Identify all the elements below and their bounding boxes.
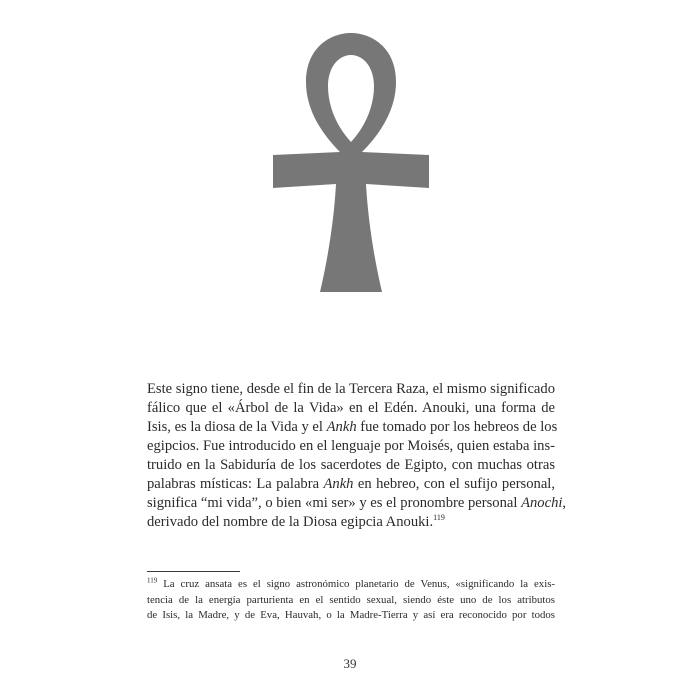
body-line: significa “mi vida”, o bien «mi ser» y es el pronombre personal Anochi, — [147, 495, 567, 511]
body-line: palabras místicas: La palabra Ankh en hebreo, con el sufijo personal, — [147, 476, 556, 492]
ankh-icon — [270, 30, 432, 298]
body-line: egipcios. Fue introducido en el lenguaje por Moisés, quien estaba ins- — [147, 438, 555, 454]
anochi-term: Anochi — [521, 495, 563, 511]
footnote-reference: 119 — [433, 513, 445, 523]
footnote-number: 119 — [147, 576, 158, 585]
body-line: fálico que el «Árbol de la Vida» en el Edén. Anouki, una forma de — [147, 400, 555, 416]
body-paragraph — [147, 380, 567, 532]
body-line: Isis, es la diosa de la Vida y el Ankh fue tomado por los hebreos de los — [147, 419, 558, 435]
footnote-divider — [147, 571, 240, 572]
footnote — [147, 577, 555, 624]
footnote-line: tencia de la energía parturienta en el sentido sexual, siendo éste uno de los atributos — [147, 593, 555, 606]
ankh-figure — [270, 30, 432, 298]
body-line: derivado del nombre de la Diosa egipcia Anouki.$^{119}$ — [147, 513, 445, 530]
ankh-term: Ankh — [323, 476, 354, 492]
footnote-line: $^{119}$ La cruz ansata es el signo astronómico planetario de Venus, «significando la exis- — [147, 576, 555, 590]
body-line: Este signo tiene, desde el fin de la Tercera Raza, el mismo significado — [147, 381, 556, 397]
ankh-term: Ankh — [326, 419, 357, 435]
page-number: 39 — [343, 656, 357, 671]
footnote-line: de Isis, la Madre, y de Eva, Hauvah, o la Madre-Tierra y así era reconocido por todos — [147, 609, 555, 621]
body-line: truido en la Sabiduría de los sacerdotes de Egipto, con muchas otras — [147, 457, 555, 473]
